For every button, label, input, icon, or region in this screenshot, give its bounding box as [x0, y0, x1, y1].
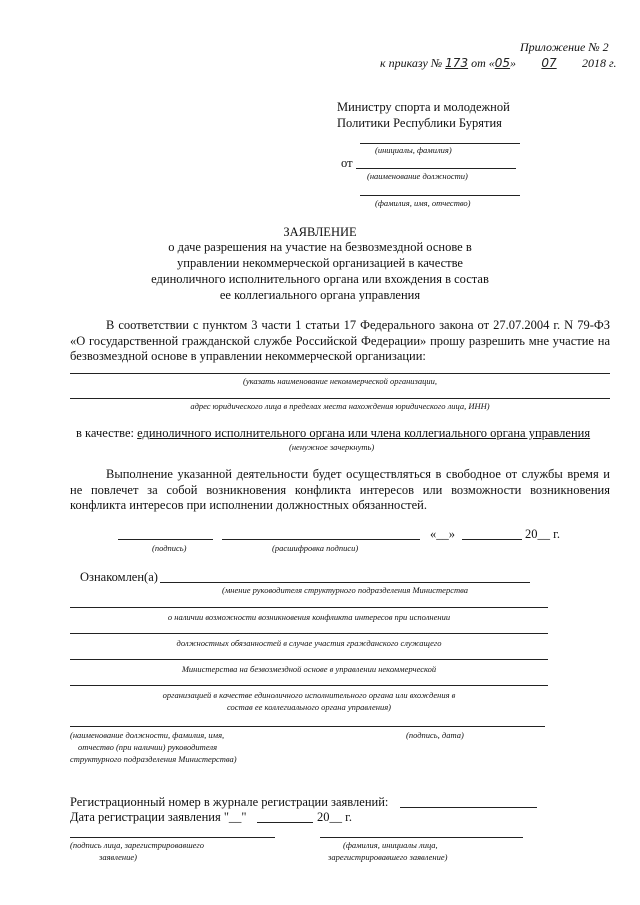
org-name-line — [70, 373, 610, 374]
role-line — [76, 426, 590, 441]
reg-sign-caption2: заявление) — [99, 852, 137, 862]
head-line — [70, 726, 545, 727]
title-line4: ее коллегиального органа управления — [219, 288, 421, 302]
title-line1: о даче разрешения на участие на безвозмездной основе в — [168, 240, 472, 254]
acquainted-caption4: Министерства на безвозмездной основе в управлении некоммерческой — [181, 664, 437, 674]
acquainted-line1 — [160, 582, 530, 583]
reg-fio-line — [320, 837, 523, 838]
head-caption-sign-date: (подпись, дата) — [406, 730, 464, 740]
head-caption3: структурного подразделения Министерства) — [70, 754, 237, 764]
fio-line — [360, 195, 520, 196]
caption-signature: (подпись) — [152, 543, 187, 553]
order-number: 173 — [445, 56, 469, 70]
appendix-title: Приложение № 2 — [520, 40, 609, 54]
reg-date-year: 20__ г. — [317, 810, 352, 824]
position-line — [356, 168, 516, 169]
signature-line — [118, 539, 213, 540]
acquainted-line3 — [70, 633, 548, 634]
acquainted-label: Ознакомлен(а) — [80, 570, 158, 584]
caption-position: (наименование должности) — [367, 171, 468, 181]
acquainted-caption1: (мнение руководителя структурного подразделения Министерства — [222, 585, 468, 595]
org-address-line — [70, 398, 610, 399]
decode-line — [222, 539, 420, 540]
date-year: 20__ г. — [525, 527, 560, 541]
acquainted-caption2: о наличии возможности возникновения конфликта интересов при исполнении — [167, 612, 451, 622]
reg-fio-caption2: зарегистрировавшего заявление) — [328, 852, 448, 862]
acquainted-caption6: состав ее коллегиального органа управления) — [226, 702, 391, 712]
caption-fio: (фамилия, имя, отчество) — [375, 198, 471, 208]
reg-fio-caption1: (фамилия, инициалы лица, — [343, 840, 438, 850]
from-label: от — [341, 156, 353, 170]
acquainted-caption3: должностных обязанностей в случае участия гражданского служащего — [176, 638, 442, 648]
caption-address: адрес юридического лица в пределах места нахождения юридического лица, ИНН) — [190, 401, 490, 411]
role-text: единоличного исполнительного органа или члена коллегиального органа управления — [137, 426, 591, 440]
order-year: 2018 г. — [582, 56, 617, 70]
addressee-line1: Министру спорта и молодежной — [337, 100, 510, 114]
title-line3: единоличного исполнительного органа или вхождения в состав — [151, 272, 489, 286]
order-ot: от « — [471, 56, 495, 70]
caption-strike: (ненужное зачеркнуть) — [289, 442, 375, 452]
caption-decode: (расшифровка подписи) — [272, 543, 359, 553]
reg-date-month-line — [257, 822, 313, 823]
role-prefix: в качестве: — [76, 426, 134, 440]
head-caption1: (наименование должности, фамилия, имя, — [70, 730, 225, 740]
order-month: 07 — [541, 56, 557, 70]
acquainted-line4 — [70, 659, 548, 660]
order-day: 05 — [494, 56, 511, 70]
caption-org: (указать наименование некоммерческой организации, — [242, 376, 437, 386]
acquainted-caption5: организацией в качестве единоличного исполнительного органа или вхождения в — [162, 690, 456, 700]
reg-number-label: Регистрационный номер в журнале регистрации заявлений: — [70, 795, 389, 809]
caption-initials: (инициалы, фамилия) — [375, 145, 452, 155]
addressee-line2: Политики Республики Бурятия — [337, 116, 502, 130]
order-close: » — [510, 56, 517, 70]
paragraph-statement: Выполнение указанной деятельности будет осуществляться в свободное от службы время и не повлечет за собой возникновения конфликта интересов или возможности возникновения конфликта интересов при исполнении должностных обязанностей. — [70, 467, 610, 512]
paragraph-request: В соответствии с пунктом 3 части 1 статьи 17 Федерального закона от 27.07.2004 г. N 79-ФЗ «О государственной гражданской службе Российской Федерации» прошу разрешить мне участие на безвозмездной основе в управлении некоммерческой организации: — [70, 318, 610, 363]
initials-line — [360, 143, 520, 144]
reg-sign-caption1: (подпись лица, зарегистрировавшего — [70, 840, 204, 850]
date-month-line — [462, 539, 522, 540]
acquainted-line2 — [70, 607, 548, 608]
order-prefix: к приказу № — [380, 56, 443, 70]
acquainted-line5 — [70, 685, 548, 686]
title-line2: управлении некоммерческой организацией в качестве — [177, 256, 463, 270]
date-day: «__» — [430, 527, 455, 541]
order-reference — [380, 56, 617, 71]
document-heading: ЗАЯВЛЕНИЕ — [283, 225, 357, 239]
head-caption2: отчество (при наличии) руководителя — [78, 742, 218, 752]
reg-date-label: Дата регистрации заявления "__" — [70, 810, 247, 824]
reg-sign-line — [70, 837, 275, 838]
reg-number-line — [400, 807, 537, 808]
